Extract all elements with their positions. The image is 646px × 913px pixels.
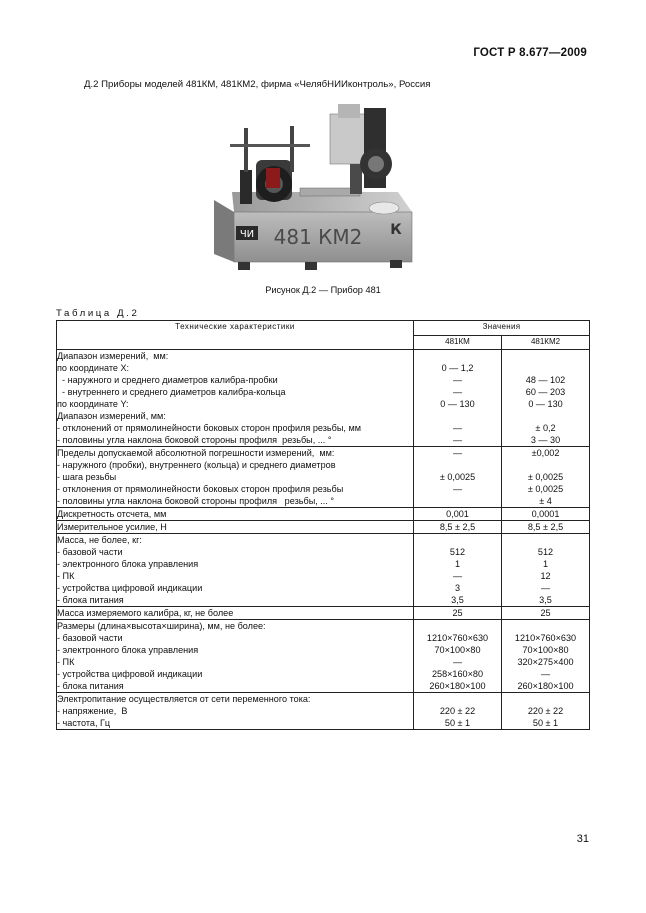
characteristics-cell (57, 350, 414, 447)
characteristics-cell (57, 620, 414, 693)
value-481km2-cell (502, 508, 590, 521)
cell-line: 1 (454, 559, 461, 569)
characteristics-cell (57, 693, 414, 730)
cell-line: 0 — 130 (528, 399, 563, 409)
header-values: Значения (414, 321, 590, 336)
cell-line: 25 (540, 608, 551, 618)
value-481km-cell (414, 620, 502, 693)
cell-line: по координате Y: (57, 399, 129, 409)
value-481km2-cell (502, 521, 590, 534)
cell-line: 1210×760×630 (514, 633, 577, 643)
characteristics-cell (57, 447, 414, 508)
header-characteristics: Технические характеристики (57, 321, 414, 350)
cell-line (502, 534, 589, 546)
cell-line: - блока питания (57, 595, 124, 605)
cell-line: 3 — 30 (530, 435, 561, 445)
svg-text:К: К (390, 222, 402, 238)
cell-line: Размеры (длина×высота×ширина), мм, не более: (57, 621, 266, 631)
cell-line: 258×160×80 (431, 669, 484, 679)
cell-line: - ПК (57, 571, 75, 581)
cell-line: — (452, 375, 463, 385)
header-model-481km: 481КМ (414, 335, 502, 350)
figure-caption: Рисунок Д.2 — Прибор 481 (265, 285, 381, 295)
value-481km2-cell (502, 534, 590, 607)
table-row (57, 620, 590, 693)
cell-line (414, 410, 501, 422)
cell-line (502, 350, 589, 362)
value-481km2-cell (502, 693, 590, 730)
cell-line: — (452, 423, 463, 433)
cell-line: — (452, 657, 463, 667)
cell-line: 8,5 ± 2,5 (527, 522, 564, 532)
cell-line: 12 (540, 571, 551, 581)
device-photo (200, 104, 430, 284)
cell-line: по координате X: (57, 363, 130, 373)
cell-line: 220 ± 22 (527, 706, 564, 716)
cell-line: Электропитание осуществляется от сети переменного тока: (57, 694, 311, 704)
cell-line: 0,0001 (531, 509, 560, 519)
cell-line: 512 (537, 547, 554, 557)
cell-line: ± 0,0025 (439, 472, 476, 482)
cell-line: - отклонения от прямолинейности боковых сторон профиля резьбы (57, 484, 344, 494)
cell-line: - базовой части (57, 547, 123, 557)
cell-line: 260×180×100 (429, 681, 486, 691)
cell-line: 48 — 102 (525, 375, 566, 385)
cell-line: ± 0,2 (535, 423, 556, 433)
characteristics-cell (57, 508, 414, 521)
table-row (57, 521, 590, 534)
logo-text: ЧИ (239, 229, 255, 240)
spec-table (56, 320, 590, 730)
header-model-481km2: 481КМ2 (502, 335, 590, 350)
cell-line: 70×100×80 (522, 645, 569, 655)
page-number: 31 (576, 833, 589, 845)
value-481km-cell (414, 350, 502, 447)
cell-line: 70×100×80 (434, 645, 481, 655)
cell-line: 0 — 130 (440, 399, 475, 409)
table-row (57, 447, 590, 508)
value-481km-cell (414, 607, 502, 620)
cell-line: Масса измеряемого калибра, кг, не более (57, 608, 234, 618)
cell-line: 50 ± 1 (532, 718, 559, 728)
cell-line (414, 620, 501, 632)
cell-line (414, 459, 501, 471)
cell-line: — (452, 484, 463, 494)
cell-line (414, 534, 501, 546)
cell-line: 3 (454, 583, 461, 593)
cell-line (414, 495, 501, 507)
cell-line: 8,5 ± 2,5 (439, 522, 476, 532)
cell-line: 60 — 203 (525, 387, 566, 397)
cell-line: — (452, 448, 463, 458)
cell-line: ± 4 (539, 496, 552, 506)
table-row (57, 607, 590, 620)
cell-line: - отклонений от прямолинейности боковых сторон профиля резьбы, мм (57, 423, 361, 433)
cell-line: - электронного блока управления (57, 645, 199, 655)
table-row (57, 508, 590, 521)
cell-line: - шага резьбы (57, 472, 117, 482)
cell-line: - половины угла наклона боковой стороны профиля резьбы, ... ° (57, 435, 332, 445)
cell-line: Диапазон измерений, мм: (57, 351, 169, 361)
cell-line: 0,001 (446, 509, 469, 519)
cell-line: ±0,002 (531, 448, 560, 458)
value-481km-cell (414, 693, 502, 730)
value-481km2-cell (502, 607, 590, 620)
cell-line: - базовой части (57, 633, 123, 643)
cell-line: 0 — 1,2 (441, 363, 474, 373)
cell-line (502, 620, 589, 632)
cell-line: Измерительное усилие, Н (57, 522, 167, 532)
standard-code: ГОСТ Р 8.677—2009 (473, 47, 587, 59)
cell-line: — (452, 387, 463, 397)
value-481km-cell (414, 521, 502, 534)
cell-line: ± 0,0025 (527, 484, 564, 494)
cell-line (414, 350, 501, 362)
value-481km-cell (414, 508, 502, 521)
cell-line: 1210×760×630 (426, 633, 489, 643)
value-481km2-cell (502, 350, 590, 447)
cell-line: — (452, 435, 463, 445)
cell-line: Масса, не более, кг: (57, 535, 142, 545)
cell-line: 3,5 (539, 595, 552, 605)
value-481km2-cell (502, 620, 590, 693)
table-row (57, 534, 590, 607)
cell-line (502, 459, 589, 471)
cell-line: - внутреннего и среднего диаметров калибра-кольца (57, 387, 286, 397)
table-row (57, 350, 590, 447)
cell-line: 320×275×400 (517, 657, 574, 667)
cell-line: — (540, 669, 551, 679)
cell-line: Пределы допускаемой абсолютной погрешности измерений, мм: (57, 448, 335, 458)
cell-line: 25 (452, 608, 463, 618)
cell-line: Диапазон измерений, мм: (57, 411, 166, 421)
cell-line: — (452, 571, 463, 581)
cell-line: ± 0,0025 (527, 472, 564, 482)
characteristics-cell (57, 521, 414, 534)
cell-line: - электронного блока управления (57, 559, 199, 569)
cell-line: - устройства цифровой индикации (57, 669, 203, 679)
cell-line: 512 (449, 547, 466, 557)
cell-line: - наружного и среднего диаметров калибра-пробки (57, 375, 278, 385)
cell-line (502, 362, 589, 374)
cell-line: 50 ± 1 (444, 718, 471, 728)
cell-line: 220 ± 22 (439, 706, 476, 716)
characteristics-cell (57, 534, 414, 607)
value-481km-cell (414, 534, 502, 607)
cell-line (502, 693, 589, 705)
cell-line: - напряжение, В (57, 706, 128, 716)
cell-line: - частота, Гц (57, 718, 111, 728)
value-481km2-cell (502, 447, 590, 508)
value-481km-cell (414, 447, 502, 508)
cell-line: - половины угла наклона боковой стороны профиля резьбы, ... ° (57, 496, 335, 506)
characteristics-cell (57, 607, 414, 620)
cell-line: — (540, 583, 551, 593)
section-heading: Д.2 Приборы моделей 481КМ, 481КМ2, фирма «ЧелябНИИконтроль», Россия (84, 79, 431, 90)
cell-line: Дискретность отсчета, мм (57, 509, 167, 519)
cell-line (414, 693, 501, 705)
cell-line: - ПК (57, 657, 75, 667)
cell-line: - наружного (пробки), внутреннего (кольца) и среднего диаметров (57, 460, 336, 470)
cell-line: 1 (542, 559, 549, 569)
cell-line: 260×180×100 (517, 681, 574, 691)
cell-line: - блока питания (57, 681, 124, 691)
table-label: Таблица Д.2 (56, 308, 140, 319)
cell-line (502, 410, 589, 422)
table-row (57, 693, 590, 730)
cell-line: - устройства цифровой индикации (57, 583, 203, 593)
cell-line: 3,5 (451, 595, 464, 605)
plate-text: 481 КМ2 (273, 225, 363, 249)
